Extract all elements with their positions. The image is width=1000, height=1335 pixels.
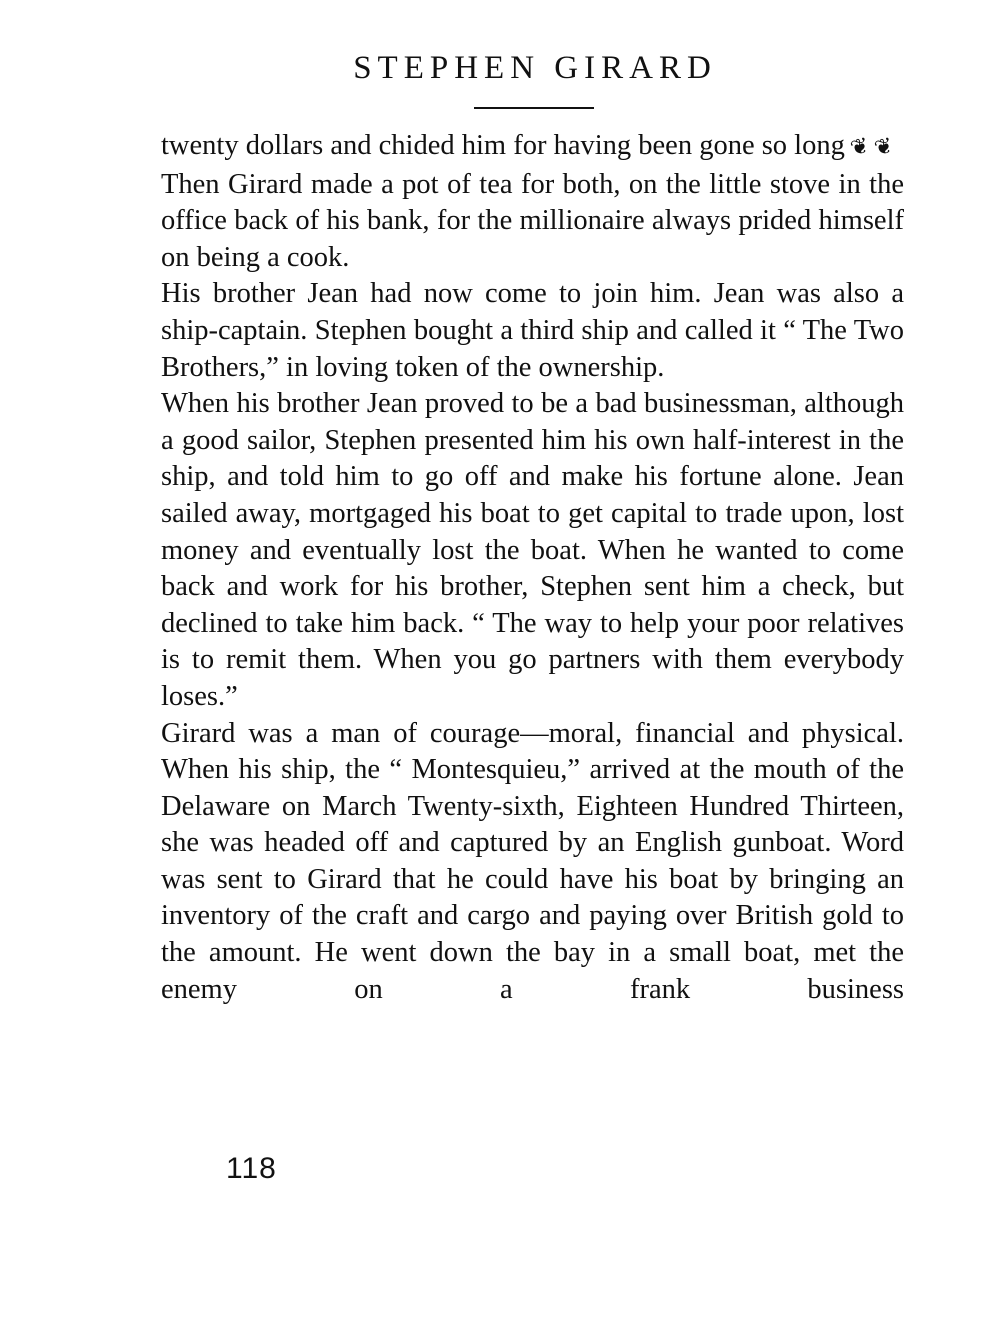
paragraph-2: Then Girard made a pot of tea for both, on the little stove in the office back of his bank, for the millionaire always prided himself on being a cook. [161, 168, 904, 273]
leaf-ornament-icon: ❦ [847, 133, 873, 162]
page-number: 118 [226, 1152, 277, 1185]
paragraph-4: When his brother Jean proved to be a bad businessman, although a good sailor, Stephen presented him his own half-interest in the ship, and told him to go off and make his fortune alone. Jean sailed away, mortgaged his boat to get capital to trade upon, lost money and eventually lost the boat. When he wanted to come back and work for his brother, Stephen sent him a check, but declined to take him back. “ The way to help your poor relatives is to remit them. When you go partners with them everybody loses.” [161, 388, 904, 712]
body-text [161, 128, 904, 1008]
paragraph-1-text: twenty dollars and chided him for having been gone so long [161, 130, 845, 161]
running-head: STEPHEN GIRARD [353, 50, 717, 86]
header-rule [474, 107, 594, 109]
paragraph-1 [161, 128, 904, 167]
paragraph-5: Girard was a man of courage—moral, financial and physical. When his ship, the “ Montesquieu,” arrived at the mouth of the Delaware on March Twenty-sixth, Eighteen Hundred Thirteen, she was headed off and captured by an English gunboat. Word was sent to Girard that he could have his boat by bringing an inventory of the craft and cargo and paying over British gold to the amount. He went down the bay in a small boat, met the enemy on a frank business [161, 717, 904, 1005]
leaf-ornament-icon: ❦ [872, 133, 897, 162]
paragraph-3: His brother Jean had now come to join him. Jean was also a ship-captain. Stephen bought a third ship and called it “ The Two Brothers,” in loving token of the ownership. [161, 278, 904, 383]
